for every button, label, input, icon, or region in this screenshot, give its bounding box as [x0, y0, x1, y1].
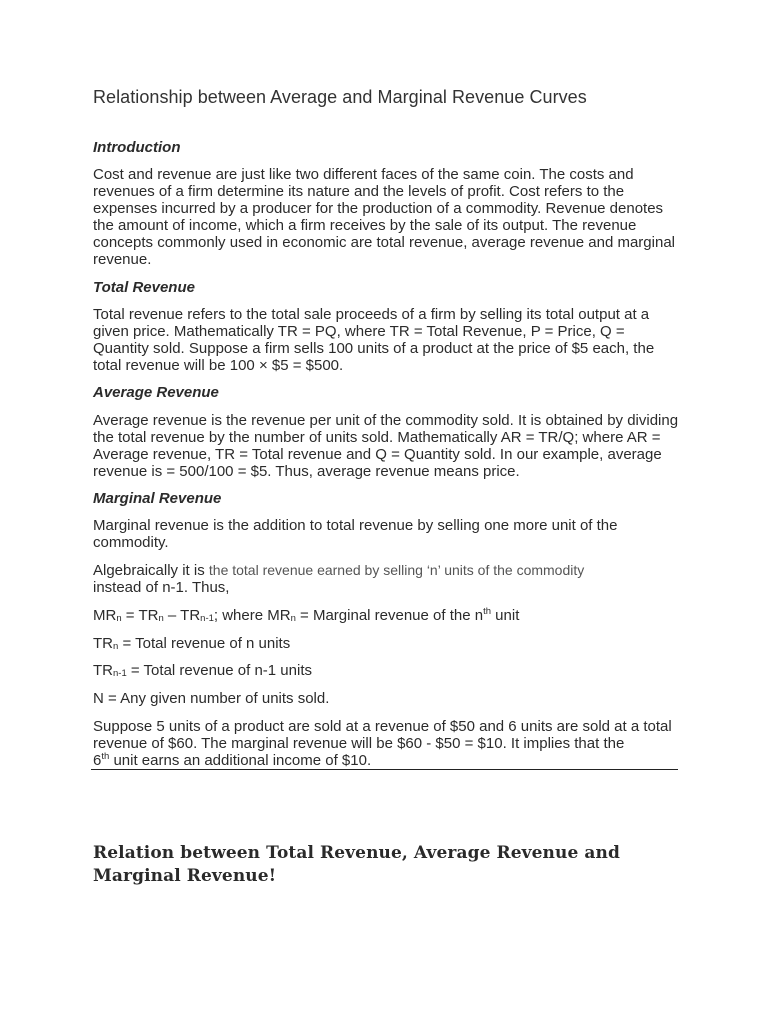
marginal-revenue-example: Suppose 5 units of a product are sold at a revenue of $50 and 6 units are sold at a total revenue of $60. The marginal revenue will be $60 - $50 = $10. It implies that the 6th unit earns an additional income of $10. [93, 718, 672, 769]
average-revenue-paragraph: Average revenue is the revenue per unit of the commodity sold. It is obtained by dividing the total revenue by the number of units sold. Mathematically AR = TR/Q; where AR = Average revenue, TR = Total revenue and Q = Quantity sold. In our example, average revenue is = 500/100 = $5. Thus, average revenue means price. [93, 412, 679, 480]
total-revenue-heading: Total Revenue [93, 279, 195, 296]
total-revenue-paragraph: Total revenue refers to the total sale proceeds of a firm by selling its total output at a given price. Mathematically TR = PQ, where TR = Total Revenue, P = Price, Q = Quantity sold. Suppose a firm sells 100 units of a product at the price of $5 each, the total revenue will be 100 × $5 = $500. [93, 306, 655, 374]
algebra-suffix: instead of n-1. Thus, [93, 579, 230, 596]
trn-definition: $TR_n$ = Total revenue of n units [93, 635, 291, 652]
introduction-paragraph: Cost and revenue are just like two different faces of the same coin. The costs and revenues of a firm determine its nature and the levels of profit. Cost refers to the expenses incurred by a producer for the production of a commodity. Revenue denotes the amount of income, which a firm receives by the sale of its output. The revenue concepts commonly used in economic are total revenue, average revenue and marginal revenue. [93, 166, 675, 268]
trn-minus-one-definition: $TR_{n-1}$ = Total revenue of n-1 units [93, 662, 312, 679]
relation-heading: Relation between Total Revenue, Average Revenue and Marginal Revenue! [93, 843, 620, 886]
document-title: Relationship between Average and Marginal Revenue Curves [93, 87, 587, 107]
algebraic-definition [93, 562, 683, 596]
mr-formula: $MR_n = TR_n - TR_{n-1}$; where $MR_n$ = Marginal revenue of the $n^{th}$ unit [93, 606, 520, 624]
section-divider [91, 769, 678, 770]
algebra-prefix: Algebraically it is [93, 562, 209, 579]
n-definition: N = Any given number of units sold. [93, 690, 330, 707]
average-revenue-heading: Average Revenue [93, 384, 219, 401]
marginal-revenue-paragraph: Marginal revenue is the addition to total revenue by selling one more unit of the commodity. [93, 517, 618, 551]
algebra-muted-text: the total revenue earned by selling ‘n’ units of the commodity [208, 562, 585, 578]
marginal-revenue-heading: Marginal Revenue [93, 490, 222, 507]
introduction-heading: Introduction [93, 139, 181, 156]
